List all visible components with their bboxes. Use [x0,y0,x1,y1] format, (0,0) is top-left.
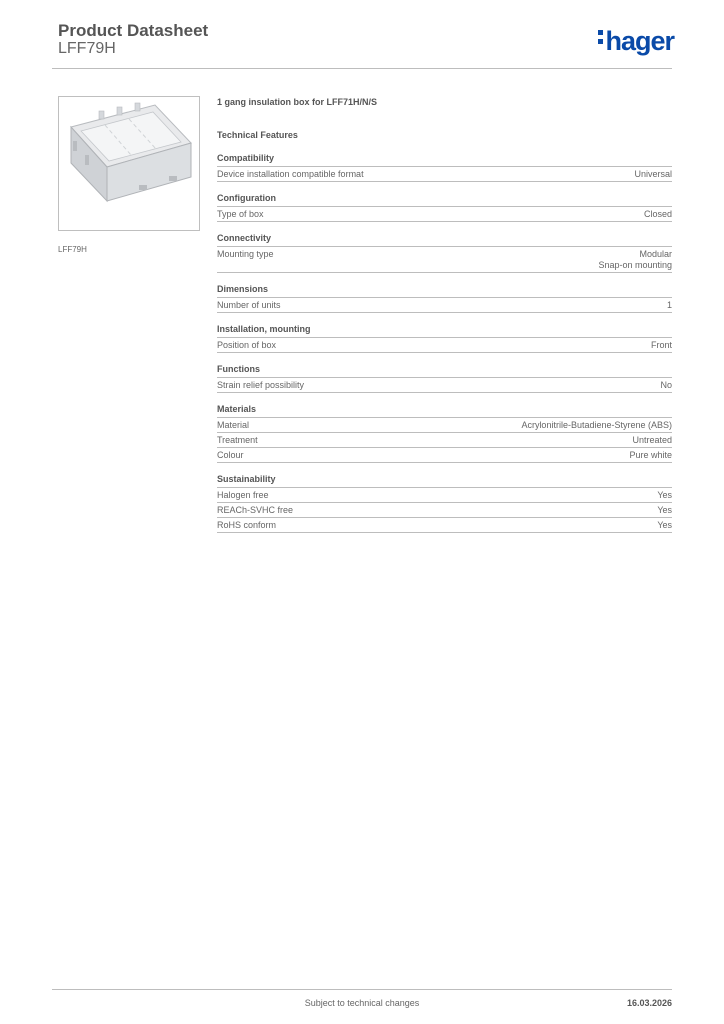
row-value: No [660,380,672,390]
row-value: 1 [666,300,672,310]
table-row [217,207,672,222]
section-functions [217,364,672,393]
product-title: 1 gang insulation box for LFF71H/N/S [217,97,378,107]
row-label: RoHS conform [217,520,277,530]
table-row [217,247,672,273]
section-title: Installation, mounting [217,324,672,338]
section-compatibility [217,153,672,182]
footer-note: Subject to technical changes [304,998,420,1008]
row-value: Acrylonitrile-Butadiene-Styrene (ABS) [521,420,672,430]
row-label: Type of box [217,209,264,219]
datasheet-content [217,97,672,533]
section-configuration [217,193,672,222]
row-value: Front [650,340,672,350]
row-label: Halogen free [217,490,269,500]
insulation-box-illustration [59,97,199,230]
table-row [217,448,672,463]
row-label: Colour [217,450,244,460]
row-value: Snap-on mounting [598,260,672,270]
image-caption: LFF79H [58,245,87,254]
section-title: Configuration [217,193,672,207]
row-value: Modular [639,249,672,259]
row-label: REACh-SVHC free [217,505,294,515]
section-title: Dimensions [217,284,672,298]
row-label: Position of box [217,340,277,350]
logo-wordmark: hager [605,26,674,56]
section-sustainability [217,474,672,533]
row-value: Universal [634,169,672,179]
table-row [217,298,672,313]
footer-date: 16.03.2026 [626,998,672,1008]
section-title: Connectivity [217,233,672,247]
logo-colon-icon [598,26,605,48]
table-row [217,488,672,503]
section-connectivity [217,233,672,273]
table-row [217,418,672,433]
row-value: Yes [657,490,672,500]
section-title: Compatibility [217,153,672,167]
row-value: Yes [657,520,672,530]
row-label: Mounting type [217,249,274,259]
row-label: Material [217,420,250,430]
row-label: Device installation compatible format [217,169,364,179]
section-title: Sustainability [217,474,672,488]
row-label: Strain relief possibility [217,380,305,390]
row-value: Pure white [629,450,672,460]
section-title: Materials [217,404,672,418]
footer-divider [52,989,672,990]
product-code: LFF79H [58,40,116,57]
page-title: Product Datasheet [58,21,209,40]
section-materials [217,404,672,463]
table-row [217,378,672,393]
section-dimensions [217,284,672,313]
hager-logo [598,26,674,56]
row-label: Treatment [217,435,258,445]
table-row [217,338,672,353]
section-title: Functions [217,364,672,378]
row-value: Closed [643,209,672,219]
row-label: Number of units [217,300,281,310]
section-installation-mounting [217,324,672,353]
row-value: Untreated [632,435,672,445]
table-row [217,503,672,518]
header-divider [52,68,672,69]
table-row [217,433,672,448]
row-value: Yes [657,505,672,515]
technical-features-heading: Technical Features [217,130,298,140]
product-image [58,96,200,231]
table-row [217,167,672,182]
table-row [217,518,672,533]
